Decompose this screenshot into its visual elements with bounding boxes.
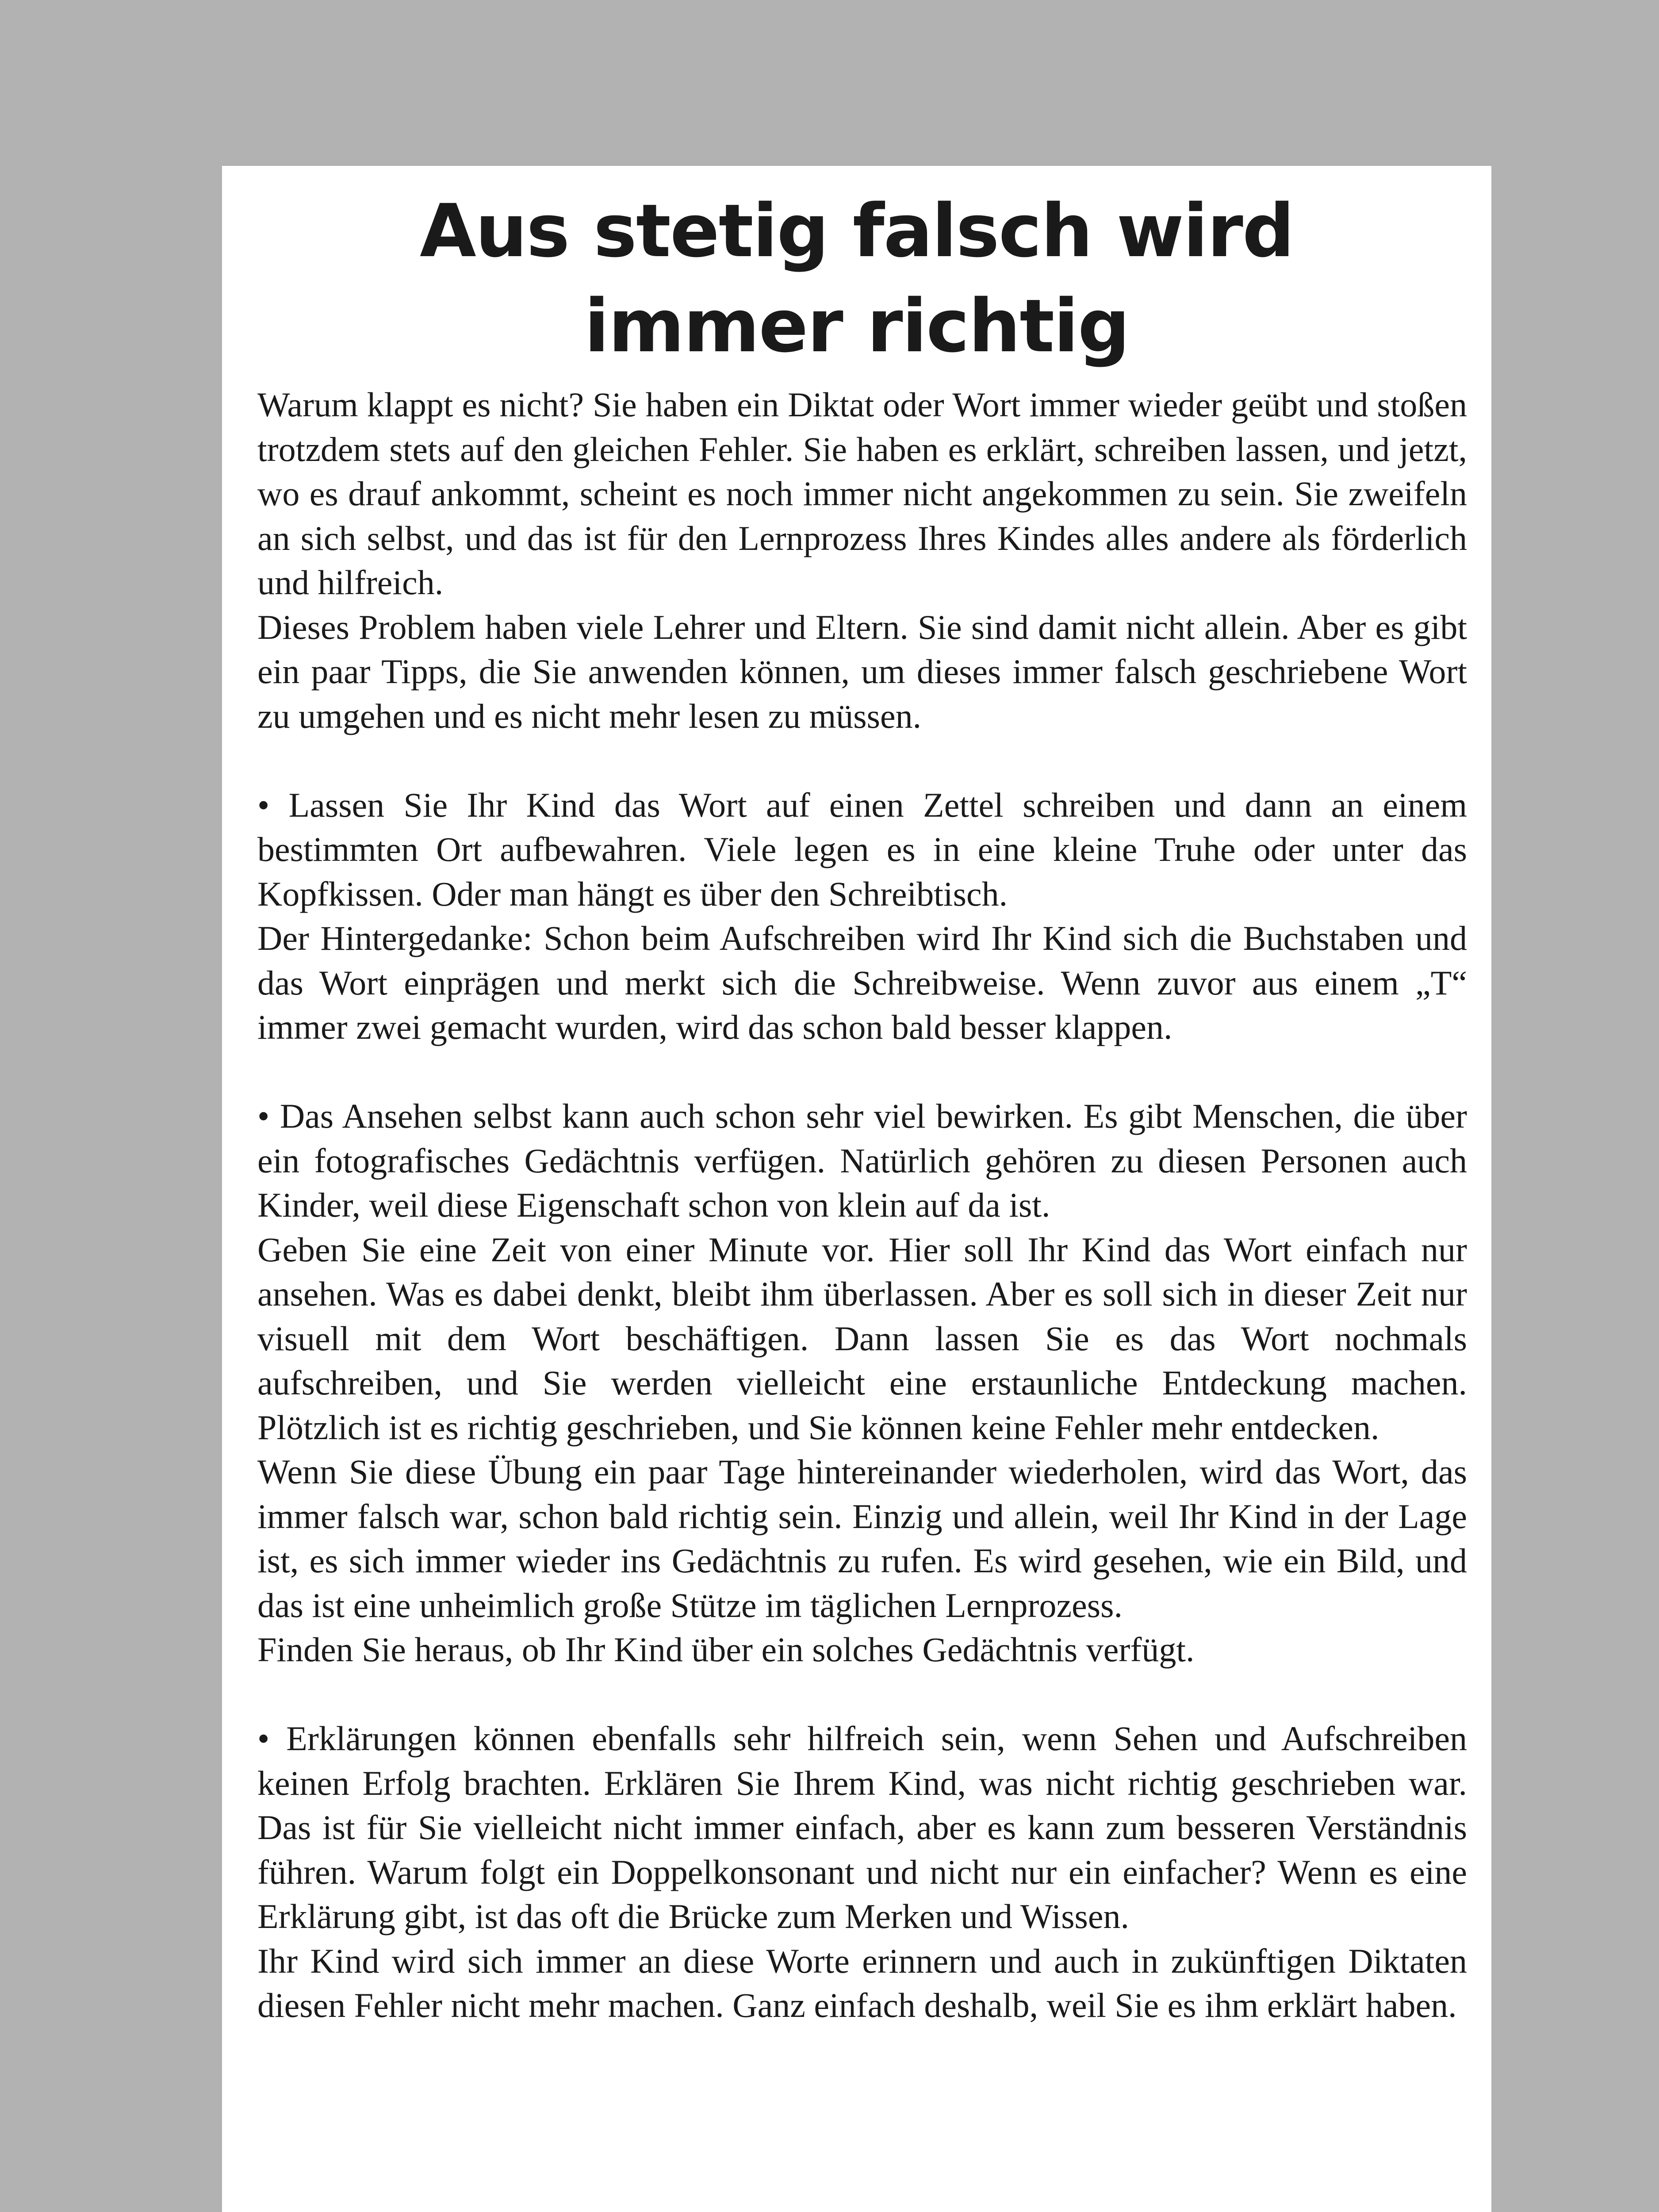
tip-1-explanation: Der Hintergedanke: Schon beim Aufschreiben wird Ihr Kind sich die Buchstaben und das Wort einprägen und merkt sich die Schreibweise. Wenn zuvor aus einem „T“ immer zwei gemacht wurden, wird das schon bald besser klappen. [257, 919, 1467, 1046]
tip-2-bullet: • Das Ansehen selbst kann auch schon sehr viel bewirken. Es gibt Menschen, die über ein fotografisches Gedächtnis verfügen. Natürlich gehören zu diesen Personen auch Kinder, weil diese Eigenschaft schon von klein auf da ist. [257, 1097, 1467, 1224]
tip-3-conclusion: Ihr Kind wird sich immer an diese Worte erinnern und auch in zukünftigen Diktaten diesen Fehler nicht mehr machen. Ganz einfach deshalb, weil Sie es ihm erklärt haben. [257, 1941, 1467, 2024]
paragraph-intro: Warum klappt es nicht? Sie haben ein Diktat oder Wort immer wieder geübt und stoßen trotzdem stets auf den gleichen Fehler. Sie haben es erklärt, schreiben lassen, und jetzt, wo es drauf ankommt, scheint es noch immer nicht angekommen zu sein. Sie zweifeln an sich selbst, und das ist für den Lernprozess Ihres Kindes alles andere als förderlich und hilfreich. [257, 385, 1467, 602]
page-sheet [222, 166, 1491, 2212]
paragraph-spacer [257, 738, 1467, 783]
page-title-line-1: Aus stetig falsch wird [420, 188, 1294, 273]
tip-1-bullet: • Lassen Sie Ihr Kind das Wort auf einen Zettel schreiben und dann an einem bestimmten Ort aufbewahren. Viele legen es in eine kleine Truhe oder unter das Kopfkissen. Oder man hängt es über den Schreibtisch. [257, 785, 1467, 913]
paragraph-spacer [257, 1672, 1467, 1717]
tip-2-conclusion: Finden Sie heraus, ob Ihr Kind über ein solches Gedächtnis verfügt. [257, 1630, 1195, 1669]
tip-3-bullet: • Erklärungen können ebenfalls sehr hilfreich sein, wenn Sehen und Aufschreiben keinen Erfolg brachten. Erklären Sie Ihrem Kind, was nicht richtig geschrieben war. Das ist für Sie vielleicht nicht immer einfach, aber es kann zum besseren Verständnis führen. Warum folgt ein Doppelkonsonant und nicht nur ein einfacher? Wenn es eine Erklärung gibt, ist das oft die Brücke zum Merken und Wissen. [257, 1719, 1467, 1936]
tip-2-repetition: Wenn Sie diese Übung ein paar Tage hintereinander wiederholen, wird das Wort, das immer falsch war, schon bald richtig sein. Einzig und allein, weil Ihr Kind in der Lage ist, es sich immer wieder ins Gedächtnis zu rufen. Es wird gesehen, wie ein Bild, und das ist eine unheimlich große Stütze im täglichen Lernprozess. [257, 1452, 1467, 1624]
paragraph-problem: Dieses Problem haben viele Lehrer und Eltern. Sie sind damit nicht allein. Aber es gibt ein paar Tipps, die Sie anwenden können, um dieses immer falsch geschriebene Wort zu umgehen und es nicht mehr lesen zu müssen. [257, 607, 1467, 735]
paragraph-spacer [257, 1050, 1467, 1094]
page-title-line-2: immer richtig [584, 284, 1129, 369]
page-title [222, 184, 1491, 374]
tip-2-exercise: Geben Sie eine Zeit von einer Minute vor. Hier soll Ihr Kind das Wort einfach nur ansehen. Was es dabei denkt, bleibt ihm überlassen. Aber es soll sich in dieser Zeit nur visuell mit dem Wort beschäftigen. Dann lassen Sie es das Wort nochmals aufschreiben, und Sie werden vielleicht eine erstaunliche Entdeckung machen. Plötzlich ist es richtig geschrieben, und Sie können keine Fehler mehr entdecken. [257, 1230, 1467, 1447]
body-text [257, 383, 1467, 2028]
